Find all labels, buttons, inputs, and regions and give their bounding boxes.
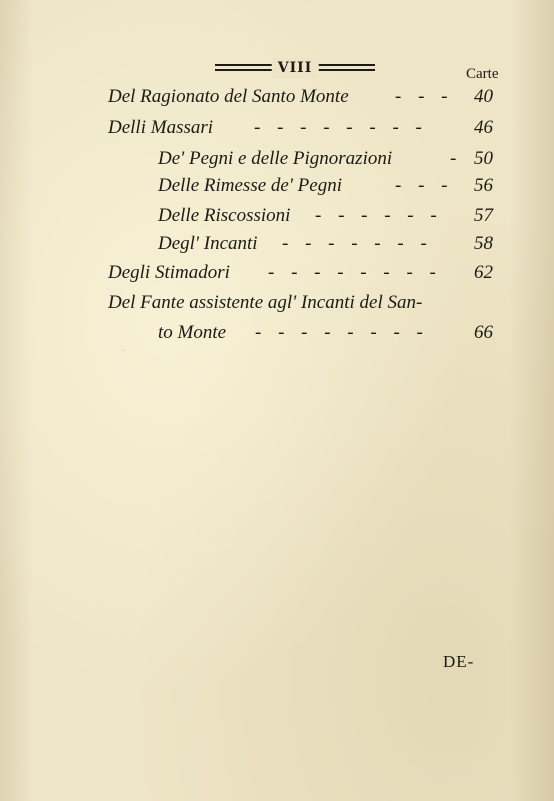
toc-entry-page: 40 xyxy=(474,86,493,107)
catchword: DE- xyxy=(443,652,475,671)
toc-entry-leader: - - - xyxy=(395,86,454,107)
toc-entry-title: De' Pegni e delle Pignorazioni xyxy=(158,148,393,169)
toc-entry-leader: - - - - - - - - xyxy=(268,262,442,283)
toc-entry-title: Degl' Incanti xyxy=(158,233,258,254)
page-number: VIII xyxy=(272,58,319,78)
toc-entry-leader: - - - - - - xyxy=(315,205,443,226)
toc-entry-page: 62 xyxy=(474,262,493,283)
toc-entry-title: to Monte xyxy=(158,322,227,343)
toc-entry-page: 57 xyxy=(474,205,493,226)
toc-entry-title: Del Ragionato del Santo Monte xyxy=(108,86,349,107)
toc-entry-page: 46 xyxy=(474,117,493,138)
page-header xyxy=(215,58,375,78)
toc-entry-leader: - - - - - - - - xyxy=(254,117,428,138)
toc-entry-page: 58 xyxy=(474,233,493,254)
toc-entry-page: 56 xyxy=(474,175,493,196)
toc-entry-page: 66 xyxy=(474,322,493,343)
show-through-text: · xyxy=(120,340,127,362)
toc-entry-title: Degli Stimadori xyxy=(108,262,230,283)
toc-entry-title: Delle Rimesse de' Pegni xyxy=(158,175,342,196)
toc-entry-leader: - xyxy=(450,148,463,169)
toc-entry-leader: - - - - - - - xyxy=(282,233,433,254)
toc-entry-page: 50 xyxy=(474,148,493,169)
column-label: Carte xyxy=(466,66,499,82)
toc-entry-leader: - - - - - - - - xyxy=(255,322,429,343)
toc-entry-title: Delle Riscossioni xyxy=(158,205,291,226)
toc-entry-title: Del Fante assistente agl' Incanti del San- xyxy=(108,292,423,313)
toc-entry-title: Delli Massari xyxy=(108,117,214,138)
toc-entry-leader: - - - xyxy=(395,175,454,196)
